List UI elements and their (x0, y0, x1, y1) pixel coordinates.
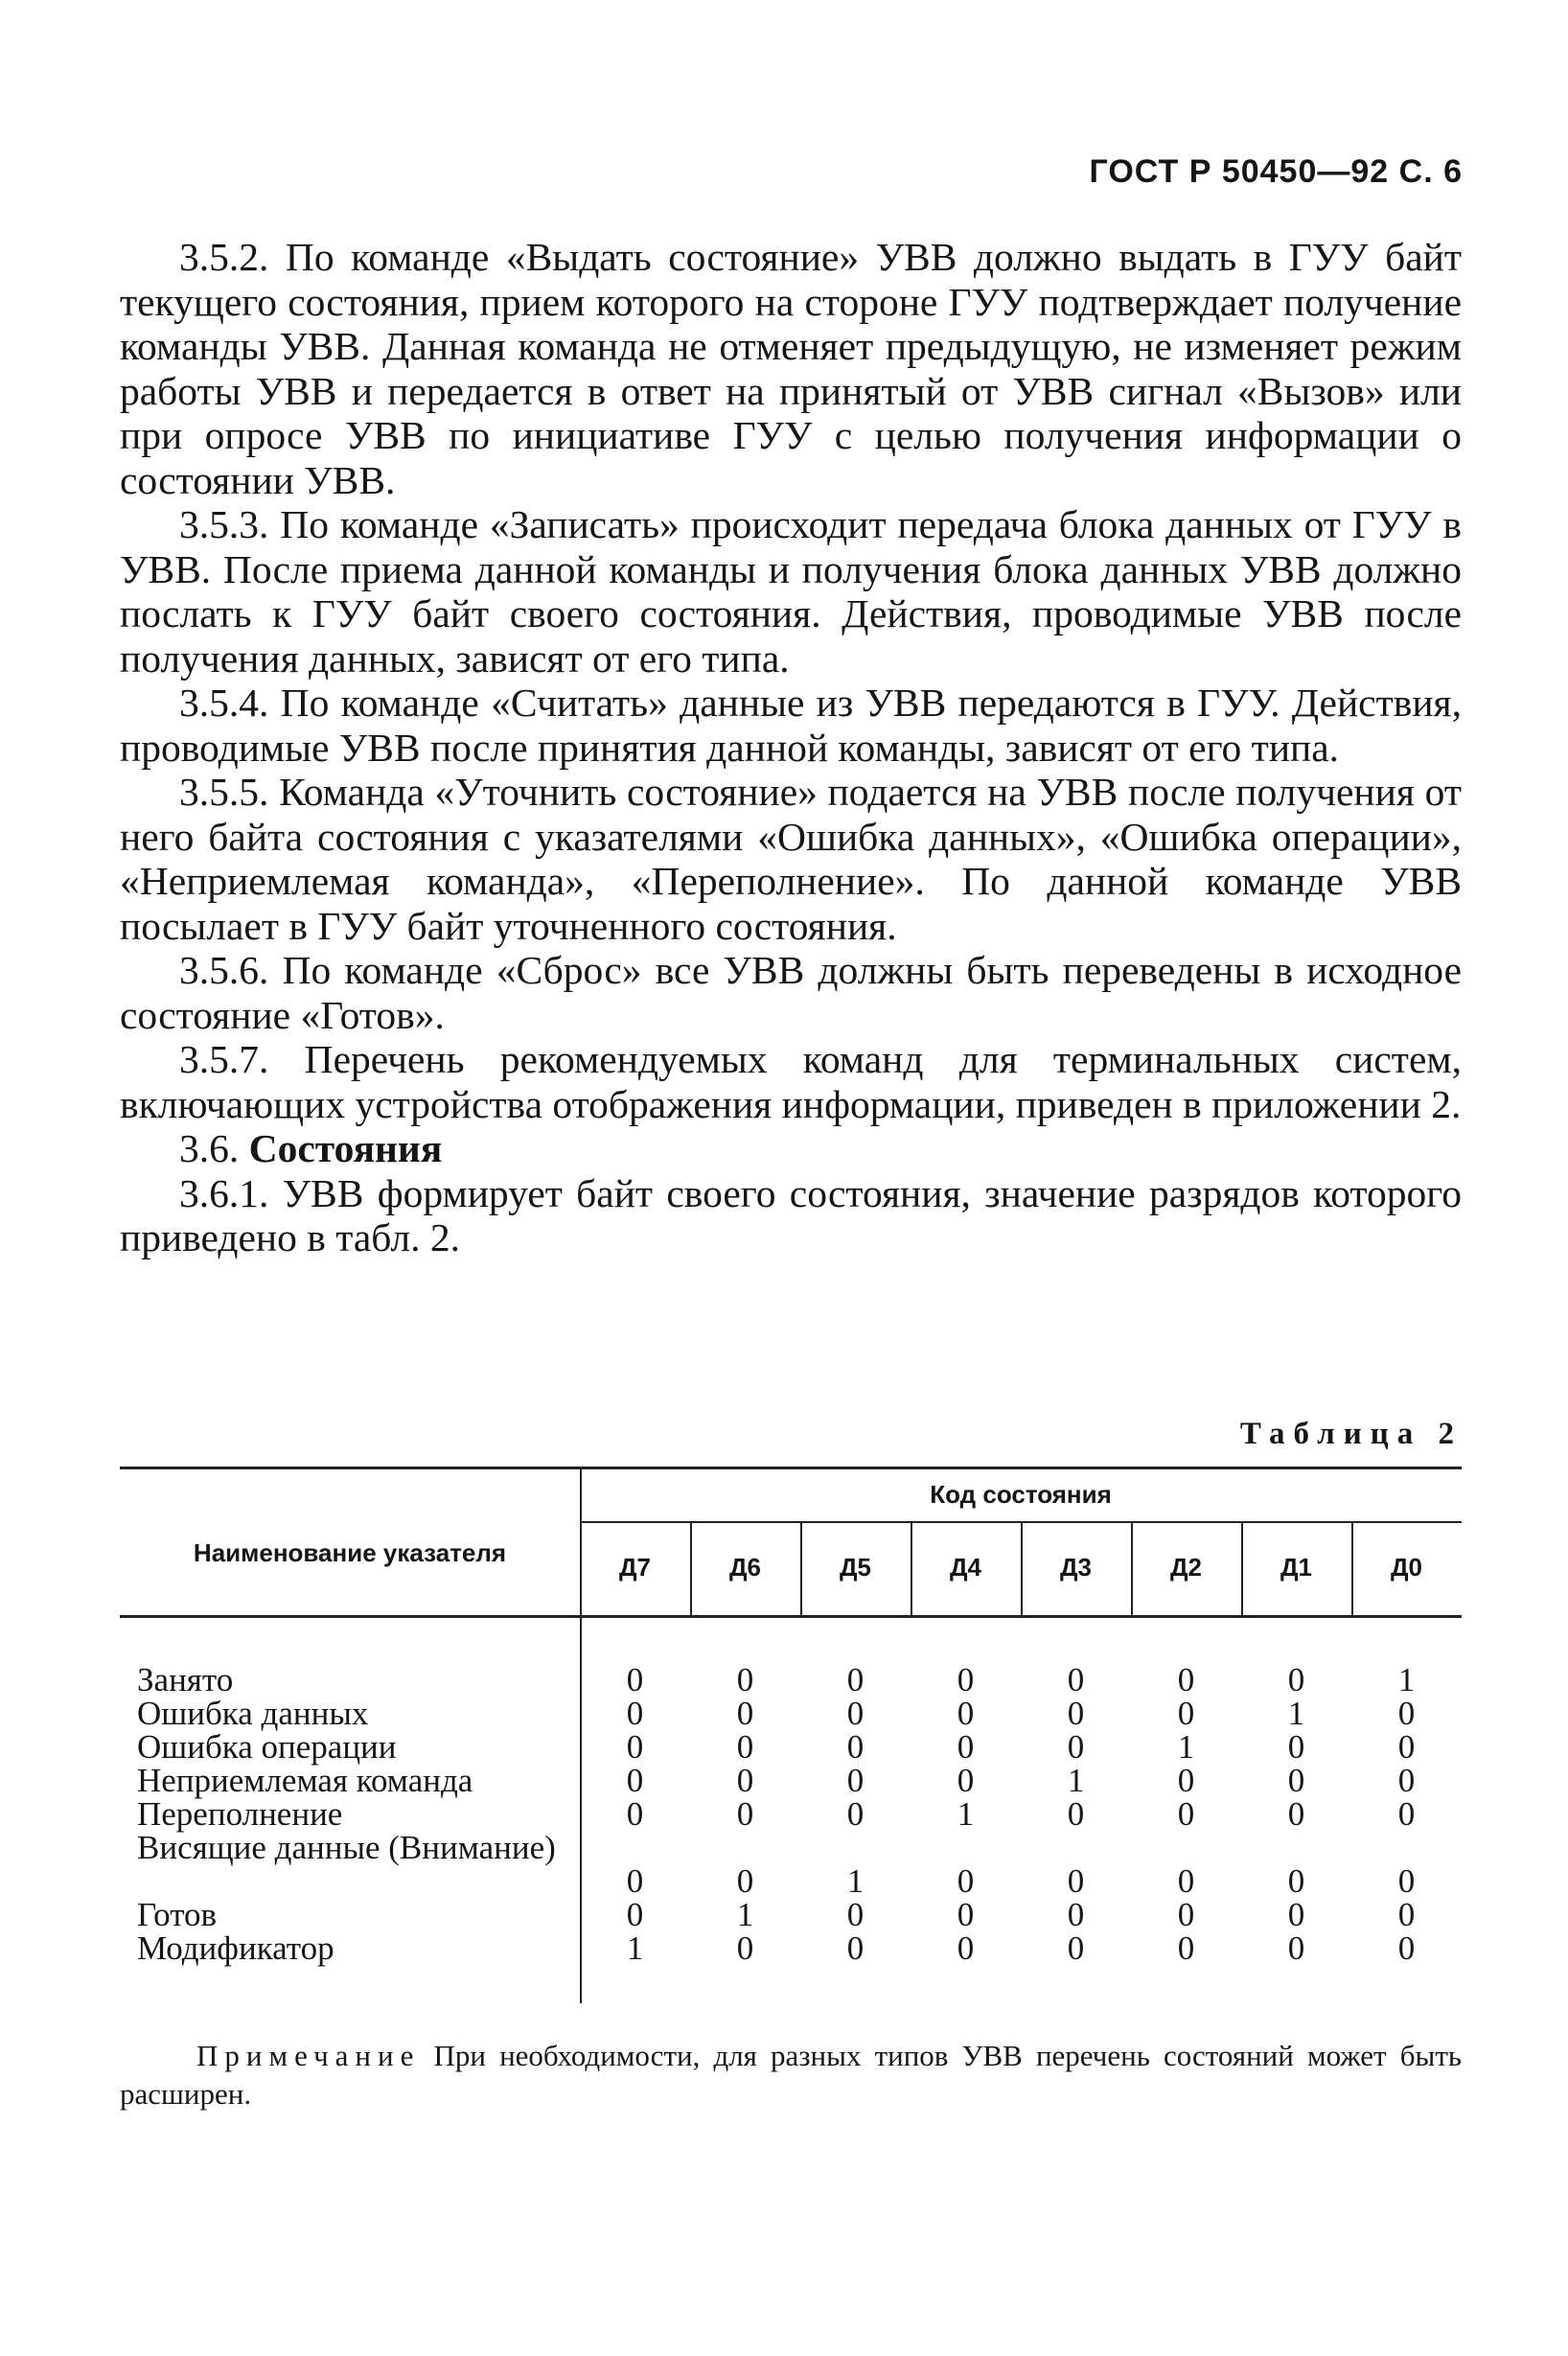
table-cell: 0 (626, 1728, 644, 1766)
table-header-rule (120, 1615, 1462, 1618)
table-cell: 0 (1177, 1695, 1195, 1732)
table-cell: 1 (1397, 1661, 1416, 1698)
table-cell: 0 (1397, 1929, 1416, 1967)
table-cell: 0 (736, 1862, 754, 1900)
table-cell: 0 (846, 1795, 865, 1833)
table-row-label: Неприемлемая команда (137, 1762, 473, 1799)
table-row-label: Ошибка данных (137, 1695, 369, 1732)
table-cell: 0 (626, 1661, 644, 1698)
table-cell: 0 (846, 1728, 865, 1766)
table-cell: 0 (957, 1762, 975, 1799)
table-cell: 0 (957, 1695, 975, 1732)
table-cell: 0 (1067, 1661, 1085, 1698)
table-cell: 0 (626, 1896, 644, 1933)
table-cell: 0 (1067, 1896, 1085, 1933)
table-cell: 0 (736, 1929, 754, 1967)
table-cell: 0 (626, 1762, 644, 1799)
table-cell: 0 (1287, 1795, 1305, 1833)
table-cell: 0 (1397, 1728, 1416, 1766)
paragraph-3-6-1: 3.6.1. УВВ формирует байт своего состояния, значение разрядов которого приведено в табл. 2. (120, 1170, 1462, 1259)
table-cell: 0 (846, 1896, 865, 1933)
paragraph-3-5-5: 3.5.5. Команда «Уточнить состояние» подается на УВВ после получения от него байта состояния с указателями «Ошибка данных», «Ошибка операции», «Неприемлемая команда», «Переполнение». По данной команде УВВ посылает в ГУУ байт уточненного состояния. (120, 770, 1462, 948)
table-cell: 0 (1287, 1661, 1305, 1698)
note-label: Примечание (196, 2039, 421, 2072)
table-row-label: Модификатор (137, 1929, 334, 1967)
table-cell: 0 (1287, 1896, 1305, 1933)
table-cell: 0 (1177, 1896, 1195, 1933)
table-cell: 1 (957, 1795, 975, 1833)
table-cell: 1 (1287, 1695, 1305, 1732)
table-cell: 0 (846, 1929, 865, 1967)
table-cell: 0 (1287, 1862, 1305, 1900)
bit-header: Д6 (729, 1553, 761, 1582)
paragraph-3-5-6: 3.5.6. По команде «Сброс» все УВВ должны быть переведены в исходное состояние «Готов». (120, 948, 1462, 1037)
table-cell: 0 (1067, 1795, 1085, 1833)
table-cell: 0 (1177, 1762, 1195, 1799)
bit-header: Д5 (840, 1553, 871, 1582)
table-cell: 0 (1067, 1695, 1085, 1732)
table-row-label: Занято (137, 1661, 234, 1698)
paragraph-3-5-7: 3.5.7. Перечень рекомендуемых команд для терминальных систем, включающих устройства отображения информации, приведен в приложении 2. (120, 1037, 1462, 1126)
paragraph-3-5-3: 3.5.3. По команде «Записать» происходит передача блока данных от ГУУ в УВВ. После приема данной команды и получения блока данных УВВ должно послать к ГУУ байт своего состояния. Действия, проводимые УВВ после получения данных, зависят от его типа. (120, 502, 1462, 681)
note-text: При необходимости, для разных типов УВВ перечень состояний может быть расширен. (120, 2039, 1463, 2111)
table-cell: 0 (957, 1728, 975, 1766)
paragraph-3-5-4: 3.5.4. По команде «Считать» данные из УВВ передаются в ГУУ. Действия, проводимые УВВ после принятия данной команды, зависят от его типа. (120, 681, 1462, 770)
table-cell: 0 (626, 1862, 644, 1900)
table-top-rule (120, 1467, 1462, 1469)
bit-header: Д4 (950, 1553, 981, 1582)
table-header-name: Наименование указателя (193, 1538, 507, 1567)
table-cell: 0 (1177, 1929, 1195, 1967)
table-cell: 0 (957, 1896, 975, 1933)
table-cell: 0 (1397, 1762, 1416, 1799)
table-cell: 0 (1397, 1862, 1416, 1900)
page-header: ГОСТ Р 50450—92 С. 6 (1089, 153, 1463, 190)
table-cell: 0 (846, 1661, 865, 1698)
table-cell: 0 (1177, 1795, 1195, 1833)
section-title: Состояния (248, 1126, 443, 1170)
bit-header: Д3 (1060, 1553, 1092, 1582)
table-cell: 0 (1067, 1929, 1085, 1967)
table-cell: 0 (626, 1795, 644, 1833)
bit-header: Д2 (1170, 1553, 1202, 1582)
table-cell: 1 (1067, 1762, 1085, 1799)
table-cell: 0 (957, 1929, 975, 1967)
table-cell: 0 (957, 1862, 975, 1900)
table-cell: 0 (1067, 1862, 1085, 1900)
table-row-label: Висящие данные (Внимание) (137, 1829, 556, 1866)
bit-header: Д7 (619, 1553, 651, 1582)
table-cell: 0 (736, 1695, 754, 1732)
table-cell: 0 (1177, 1661, 1195, 1698)
table-cell: 1 (1177, 1728, 1195, 1766)
bit-header: Д0 (1391, 1553, 1422, 1582)
table-cell: 0 (1397, 1695, 1416, 1732)
table-cell: 0 (1067, 1728, 1085, 1766)
table-cell: 0 (1287, 1728, 1305, 1766)
table-caption: Таблица 2 (1239, 1417, 1463, 1451)
table-cell: 1 (846, 1862, 865, 1900)
table-cell: 0 (846, 1762, 865, 1799)
table-cell: 0 (736, 1795, 754, 1833)
table-cell: 0 (736, 1661, 754, 1698)
paragraph-3-5-2: 3.5.2. По команде «Выдать состояние» УВВ должно выдать в ГУУ байт текущего состояния, прием которого на стороне ГУУ подтверждает получение команды УВВ. Данная команда не отменяет предыдущую, не изменяет режим работы УВВ и передается в ответ на принятый от УВВ сигнал «Вызов» или при опросе УВВ по инициативе ГУУ с целью получения информации о состоянии УВВ. (120, 235, 1462, 502)
table-cell: 0 (957, 1661, 975, 1698)
table-cell: 0 (1287, 1929, 1305, 1967)
table-cell: 0 (736, 1728, 754, 1766)
table-cell: 0 (626, 1695, 644, 1732)
table-row-label: Переполнение (137, 1795, 343, 1833)
table-cell: 0 (1177, 1862, 1195, 1900)
table-cell: 0 (736, 1762, 754, 1799)
table-cell: 1 (626, 1929, 644, 1967)
table-cell: 0 (1397, 1795, 1416, 1833)
bit-header: Д1 (1280, 1553, 1312, 1582)
table-cell: 0 (1397, 1896, 1416, 1933)
table-cell: 1 (736, 1896, 754, 1933)
table-note (120, 2037, 1462, 2113)
table-row-label: Готов (137, 1896, 218, 1933)
table-cell: 0 (846, 1695, 865, 1732)
section-number: 3.6. (179, 1126, 240, 1170)
document-body (120, 235, 1462, 1260)
table-row-label: Ошибка операции (137, 1728, 397, 1766)
table-cell: 0 (1287, 1762, 1305, 1799)
section-heading-3-6 (120, 1126, 1462, 1171)
table-header-code: Код состояния (930, 1480, 1112, 1509)
